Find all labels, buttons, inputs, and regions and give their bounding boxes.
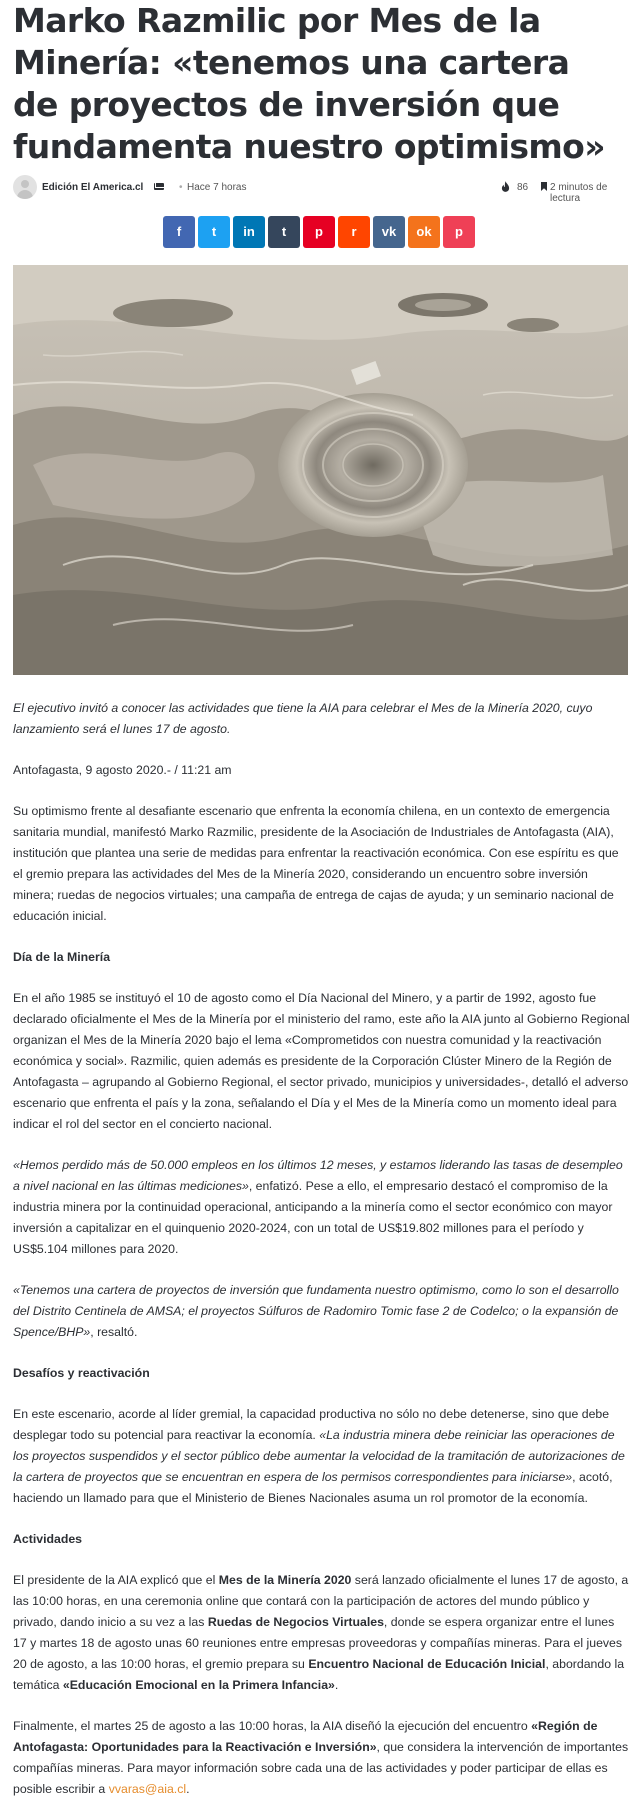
post-date: Hace 7 horas	[187, 182, 247, 193]
bookmark-icon	[541, 182, 547, 191]
author-avatar[interactable]	[13, 175, 37, 199]
mine-aerial-photo	[13, 265, 628, 675]
author-name[interactable]: Edición El America.cl	[42, 182, 144, 193]
article-lead: El ejecutivo invitó a conocer las actividades que tiene la AIA para celebrar el Mes de la Minería 2020, cuyo lanzamiento será el lunes 17 de agosto.	[13, 701, 593, 736]
activities-text-a: El presidente de la AIA explicó que el	[13, 1573, 219, 1587]
activities-text-c: será lanzado oficialmente el lunes 17 de agosto, a las 10:00 horas, en una ceremonia online que contará con la participación de actores del mundo público y privado, dando inicio a su vez a las	[13, 1573, 629, 1629]
views-count: 86	[517, 182, 529, 193]
share-linkedin-button[interactable]: in	[233, 216, 265, 248]
featured-image	[13, 265, 628, 675]
paragraph-final	[13, 1716, 630, 1800]
heading-desafios: Desafíos y reactivación	[13, 1366, 150, 1380]
share-vk-button[interactable]: vk	[373, 216, 405, 248]
activities-text-f: .	[334, 1678, 339, 1692]
share-reddit-button[interactable]: r	[338, 216, 370, 248]
activities-bold-4: «Educación Emocional en la Primera Infancia»	[62, 1678, 335, 1692]
share-twitter-button[interactable]: t	[198, 216, 230, 248]
share-tumblr-button[interactable]: t	[268, 216, 300, 248]
article-body	[13, 698, 630, 1820]
paragraph-history: En el año 1985 se instituyó el 10 de agosto como el Día Nacional del Minero, y a partir de 1992, agosto fue declarado oficialmente el Mes de la Minería por el ministerio del ramo, este año la AIA junto al Gobierno Regional organizan el Mes de la Minería 2020 bajo el lema «Comprometidos con nuestra comunidad y la reactivación económica y social». Razmilic, quien además es presidente de la Corporación Clúster Minero de la Región de Antofagasta – agrupando al Gobierno Regional, el sector privado, municipios y universidades-, detalló el adverso escenario que enfrenta el país y la zona, señalando el Día y el Mes de la Minería como un momento ideal para indicar el rol del sector en el concierto nacional.	[13, 991, 630, 1131]
share-pinterest-button[interactable]: p	[303, 216, 335, 248]
share-facebook-button[interactable]: f	[163, 216, 195, 248]
heading-dia-de-la-mineria: Día de la Minería	[13, 950, 111, 964]
article-title: Marko Razmilic por Mes de la Minería: «tenemos una cartera de proyectos de inversión que fundamenta nuestro optimismo»	[13, 1, 605, 166]
heading-actividades: Actividades	[13, 1532, 83, 1546]
final-text-d: .	[186, 1782, 190, 1796]
separator-dot: •	[179, 182, 183, 193]
paragraph-projects	[13, 1280, 630, 1343]
share-pocket-button[interactable]: p	[443, 216, 475, 248]
quote-employment: «Hemos perdido más de 50.000 empleos en los últimos 12 meses, y estamos liderando las tasas de desempleo a nivel nacional en las últimas mediciones»	[13, 1158, 623, 1193]
paragraph-challenges-text-b: , acotó, haciendo un llamado para que el Ministerio de Bienes Nacionales asuma un rol promotor de la economía.	[13, 1470, 613, 1505]
activities-text-d: , donde se espera organizar entre el lunes 17 y martes 18 de agosto unas 60 reuniones entre empresas proveedoras y compañías mineras. Para el jueves 20 de agosto, a las 10:00 horas, el gremio prepara su	[13, 1615, 623, 1671]
activities-bold-2: Ruedas de Negocios Virtuales	[207, 1615, 384, 1629]
paragraph-employment-text: , enfatizó. Pese a ello, el empresario destacó el compromiso de la industria minera por la continuidad operacional, anticipando a la minería como el sector económico con mayor inversión a capitalizar en el quinquenio 2020-2024, con un total de US$19.802 millones para el período y US$5.104 millones para 2020.	[13, 1179, 613, 1256]
envelope-icon[interactable]	[154, 183, 164, 190]
paragraph-challenges	[13, 1404, 630, 1509]
paragraph-projects-text: , resaltó.	[90, 1325, 138, 1339]
reading-time: 2 minutos de lectura	[550, 182, 608, 204]
fire-icon	[501, 181, 510, 192]
quote-projects: «Tenemos una cartera de proyectos de inversión que fundamenta nuestro optimismo, como lo son el desarrollo del Distrito Centinela de AMSA; el proyectos Súlfuros de Radomiro Tomic fase 2 de Codelco; o la expansión de Spence/BHP»	[13, 1283, 619, 1339]
activities-text-e: , abordando la temática	[13, 1657, 625, 1692]
post-meta	[13, 173, 628, 203]
share-odnoklassniki-button[interactable]: ok	[408, 216, 440, 248]
paragraph-activities	[13, 1570, 630, 1696]
activities-bold-3: Encuentro Nacional de Educación Inicial	[308, 1657, 546, 1671]
final-bold: «Región de Antofagasta: Oportunidades para la Reactivación e Inversión»	[13, 1719, 598, 1754]
dateline: Antofagasta, 9 agosto 2020.- / 11:21 am	[13, 763, 232, 777]
contact-email-link[interactable]: vvaras@aia.cl	[108, 1782, 187, 1796]
paragraph-intro: Su optimismo frente al desafiante escenario que enfrenta la economía chilena, en un contexto de emergencia sanitaria mundial, manifestó Marko Razmilic, presidente de la Asociación de Industriales de Antofagasta (AIA), institución que plantea una serie de medidas para enfrentar la reactivación económica. Con ese espíritu es que el gremio prepara las actividades del Mes de la Minería 2020, considerando un encuentro sobre inversión minera; ruedas de negocios virtuales; una campaña de entrega de cajas de ayuda; y un seminario nacional de educación inicial.	[13, 804, 619, 923]
final-text-a: Finalmente, el martes 25 de agosto a las 10:00 horas, la AIA diseñó la ejecución del encuentro	[13, 1719, 532, 1733]
paragraph-employment	[13, 1155, 630, 1260]
final-text-c: , que considera la intervención de importantes compañías mineras. Para mayor información sobre cada una de las actividades y poder participar de ellas es posible escribir a	[13, 1740, 629, 1796]
paragraph-challenges-text-a: En este escenario, acorde al líder gremial, la capacidad productiva no sólo no debe detenerse, sino que debe desplegar todo su potencial para reactivar la economía.	[13, 1407, 610, 1442]
quote-challenges: «La industria minera debe reiniciar las operaciones de los proyectos suspendidos y el sector público debe aumentar la velocidad de la tramitación de autorizaciones de la cartera de proyectos que se encuentran en espera de los permisos correspondientes para iniciarse»	[13, 1428, 625, 1484]
activities-bold-1: Mes de la Minería 2020	[218, 1573, 352, 1587]
